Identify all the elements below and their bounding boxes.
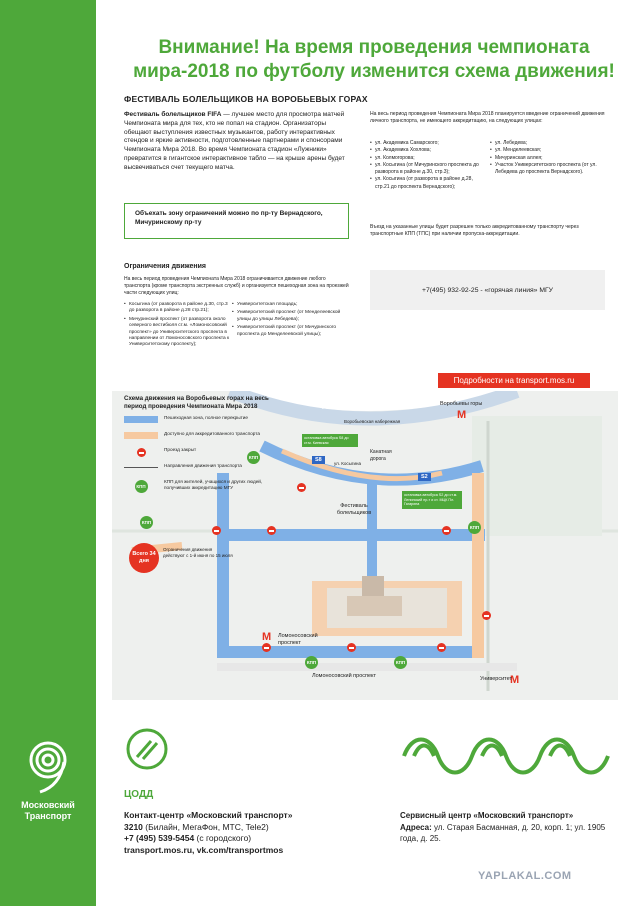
metro-lomonosovsky-label: Ломоносовский проспект [278, 633, 318, 646]
no-entry-icon [297, 483, 306, 492]
decorative-waves-icon [400, 730, 628, 782]
legend-row [124, 479, 279, 499]
list-item: • Университетский проспект (от Менделеевской улицы до улицы Лебедева); [232, 310, 350, 323]
kpp-icon: КПП [140, 516, 153, 529]
codd-label: ЦОДД [124, 789, 154, 800]
left-brand-bar [0, 0, 96, 906]
list-item: • Мичуринская аллея; [490, 155, 605, 162]
restrictions-title: Ограничения движения [124, 263, 207, 270]
intro-paragraph [124, 111, 352, 173]
legend-row [124, 415, 279, 431]
right-list-2 [490, 140, 605, 176]
section-subhead: ФЕСТИВАЛЬ БОЛЕЛЬЩИКОВ НА ВОРОБЬЕВЫХ ГОРАХ [124, 94, 368, 104]
no-entry-icon [347, 643, 356, 652]
contact-line-phone [124, 833, 384, 845]
legend-swatch-accredited [124, 432, 158, 439]
legend-label: Направления движения транспорта [164, 463, 242, 468]
restrictions-text: На весь период проведения Чемпионата Мира 2018 ограничивается движение любого транспорта (кроме транспорта экстренных служб) и организуется пешеходная зона на проезжей части следующих улиц: [124, 276, 349, 296]
bus-s8-tag: S8 [312, 456, 325, 464]
metro-icon: M [510, 674, 520, 686]
address-label: Адреса: [400, 822, 432, 832]
page-headline [124, 36, 624, 84]
right-intro-text: На весь период проведения Чемпионата Мира 2018 планируется введение ограничений движения личного транспорта, не имеющего аккредитацию, на следующих улицах: [370, 111, 605, 124]
moscow-transport-logo-icon [20, 738, 76, 794]
legend-label: Доступно для аккредитованного транспорта [164, 431, 260, 436]
fan-fest-label: Фестиваль болельщиков [336, 503, 372, 516]
legend-row [124, 463, 279, 479]
no-entry-icon [482, 611, 491, 620]
kpp-icon: КПП [394, 656, 407, 669]
legend-swatch-closed [124, 448, 158, 455]
restrictions-list-2 [232, 302, 350, 338]
contact-title: Контакт-центр «Московский транспорт» [124, 810, 293, 820]
intro-text: — лучшее место для просмотра матчей Чемпионата мира для тех, кто не попал на стадион. Организаторы обещают выступления известных музыкантов, работу интерактивных стендов и яркие активности, подготовленные партнерами и спонсорами Чемпионата Мира 2018. Во время Чемпионата стадион «Лужники» превратится в гигантское интерактивное табло — на крыше арены будет высвечиваться счет текущего матча. [124, 111, 345, 171]
short-number: 3210 [124, 821, 143, 832]
right-access-text: Въезд на указанные улицы будет разрешен только аккредитованному транспорту через транспортные КПП (ТПС) при наличии пропуска-аккредитации. [370, 224, 579, 237]
map-legend [124, 395, 279, 499]
service-address [400, 822, 620, 845]
list-item: • Участок Университетского проспекта (от ул. Лебедева до проспекта Вернадского). [490, 162, 605, 177]
restrictions-list-1 [124, 302, 234, 349]
list-item: • ул. Менделеевская; [490, 147, 605, 154]
metro-icon: M [457, 409, 467, 421]
phone-note: (с городского) [194, 833, 252, 843]
short-number-operators: (Билайн, МегаФон, МТС, Tele2) [142, 821, 269, 832]
list-item: • ул. Лебедева; [490, 140, 605, 147]
river-label: РЕКА МОСКВА [322, 405, 366, 411]
no-entry-icon [442, 526, 451, 535]
metro-universitet-label: Университет [480, 676, 513, 682]
metro-vorobyovy-gory-label: Воробьевы горы [440, 401, 483, 407]
right-list-1 [370, 140, 485, 191]
no-entry-icon [262, 643, 271, 652]
legend-swatch-pedestrian [124, 416, 158, 423]
legend-swatch-direction [124, 467, 158, 468]
embankment-label: Воробьевская набережная [344, 419, 401, 424]
list-item: • Университетский проспект (от Мичуринского проспекта до Менделеевской улицы); [232, 325, 350, 338]
bus-stop-s8-note: остановка автобуса S8 до ст.м. Киевская [302, 434, 358, 447]
phone-number: +7 (495) 539-5454 [124, 833, 195, 843]
detour-box: Объехать зону ограничений можно по пр-ту Вернадского, Мичуринскому пр-ту [124, 203, 349, 239]
no-entry-icon [212, 526, 221, 535]
list-item: • ул. Академика Хохлова; [370, 147, 485, 154]
address-text: ул. Старая Басманная, д. 20, корп. 1; ул. 1905 года, д. 25. [400, 822, 606, 843]
list-item: • Мичуринский проспект (от разворота около северного вестибюля ст.м. «Ломоносовский проспект» до Университетского проспекта в направлении от Ломоносовского проспекта к Университетскому проспекту); [124, 317, 234, 349]
list-item: • Косыгина (от разворота в районе д.30, стр.3 до разворота в районе д.28 стр.21); [124, 302, 234, 315]
watermark: YAPLAKAL.COM [478, 870, 572, 882]
legend-row [124, 431, 279, 447]
brand-line-1: Московский [21, 800, 75, 810]
list-item: • ул. Косыгина (от разворота в районе д.28, стр.21 до проспекта Вернадского); [370, 176, 485, 191]
list-item: • Университетская площадь; [232, 302, 350, 308]
headline-line-1: Внимание! На время проведения чемпионата [158, 37, 590, 58]
kpp-icon: КПП [468, 521, 481, 534]
no-entry-icon [437, 643, 446, 652]
codd-logo-icon [125, 727, 169, 771]
legend-label: КПП для жителей, учащихся и других людей, получивших аккредитацию МГУ [164, 479, 263, 490]
lomonosovsky-avenue-label: Ломоносовский проспект [312, 673, 377, 679]
service-title: Сервисный центр «Московский транспорт» [400, 811, 574, 820]
contact-line-short-number [124, 822, 384, 834]
service-center-block [400, 810, 620, 845]
list-item: • ул. Косыгина (от Мичуринского проспекта до разворота в районе д.30, стр.3); [370, 162, 485, 177]
metro-icon: M [262, 631, 272, 643]
cable-car-label: Канатная дорога [370, 449, 392, 462]
kosygina-street-label: ул. Косыгина [334, 461, 362, 466]
legend-label: Проезд закрыт [164, 447, 197, 452]
headline-line-2: мира-2018 по футболу изменится схема движения! [133, 61, 615, 82]
legend-label: Пешеходная зона, полное перекрытие [164, 415, 248, 420]
kpp-icon: КПП [247, 451, 260, 464]
contact-links[interactable]: transport.mos.ru, vk.com/transportmos [124, 844, 284, 855]
days-note: Ограничения движения действуют с 1-й июня по 15 июля [163, 547, 233, 558]
intro-bold: Фестиваль болельщиков FIFA [124, 111, 222, 118]
legend-title: Схема движения на Воробьевых горах на весь период проведения Чемпионата Мира 2018 [124, 395, 269, 410]
bus-stop-s2-note: остановка автобуса S2 до ст.м. Ленинский пр-т и ст. МЦК Пл. Гагарина [402, 491, 462, 509]
bus-s2-tag: S2 [418, 473, 431, 481]
legend-swatch-kpp [124, 480, 158, 493]
brand-line-2: Транспорт [24, 811, 72, 821]
sidebar-brand-name [6, 800, 90, 822]
kpp-icon: КПП [135, 480, 148, 493]
details-link-button[interactable]: Подробности на transport.mos.ru [438, 373, 590, 388]
no-entry-icon [267, 526, 276, 535]
kpp-icon: КПП [305, 656, 318, 669]
hotline-box: +7(495) 932-92-25 - «горячая линия» МГУ [370, 270, 605, 310]
list-item: • ул. Академика Самарского; [370, 140, 485, 147]
contact-center-block [124, 810, 384, 856]
traffic-map [112, 391, 618, 700]
days-badge: Всего 34 дня [129, 543, 159, 573]
list-item: • ул. Колмогорова; [370, 155, 485, 162]
no-entry-icon [137, 448, 146, 457]
